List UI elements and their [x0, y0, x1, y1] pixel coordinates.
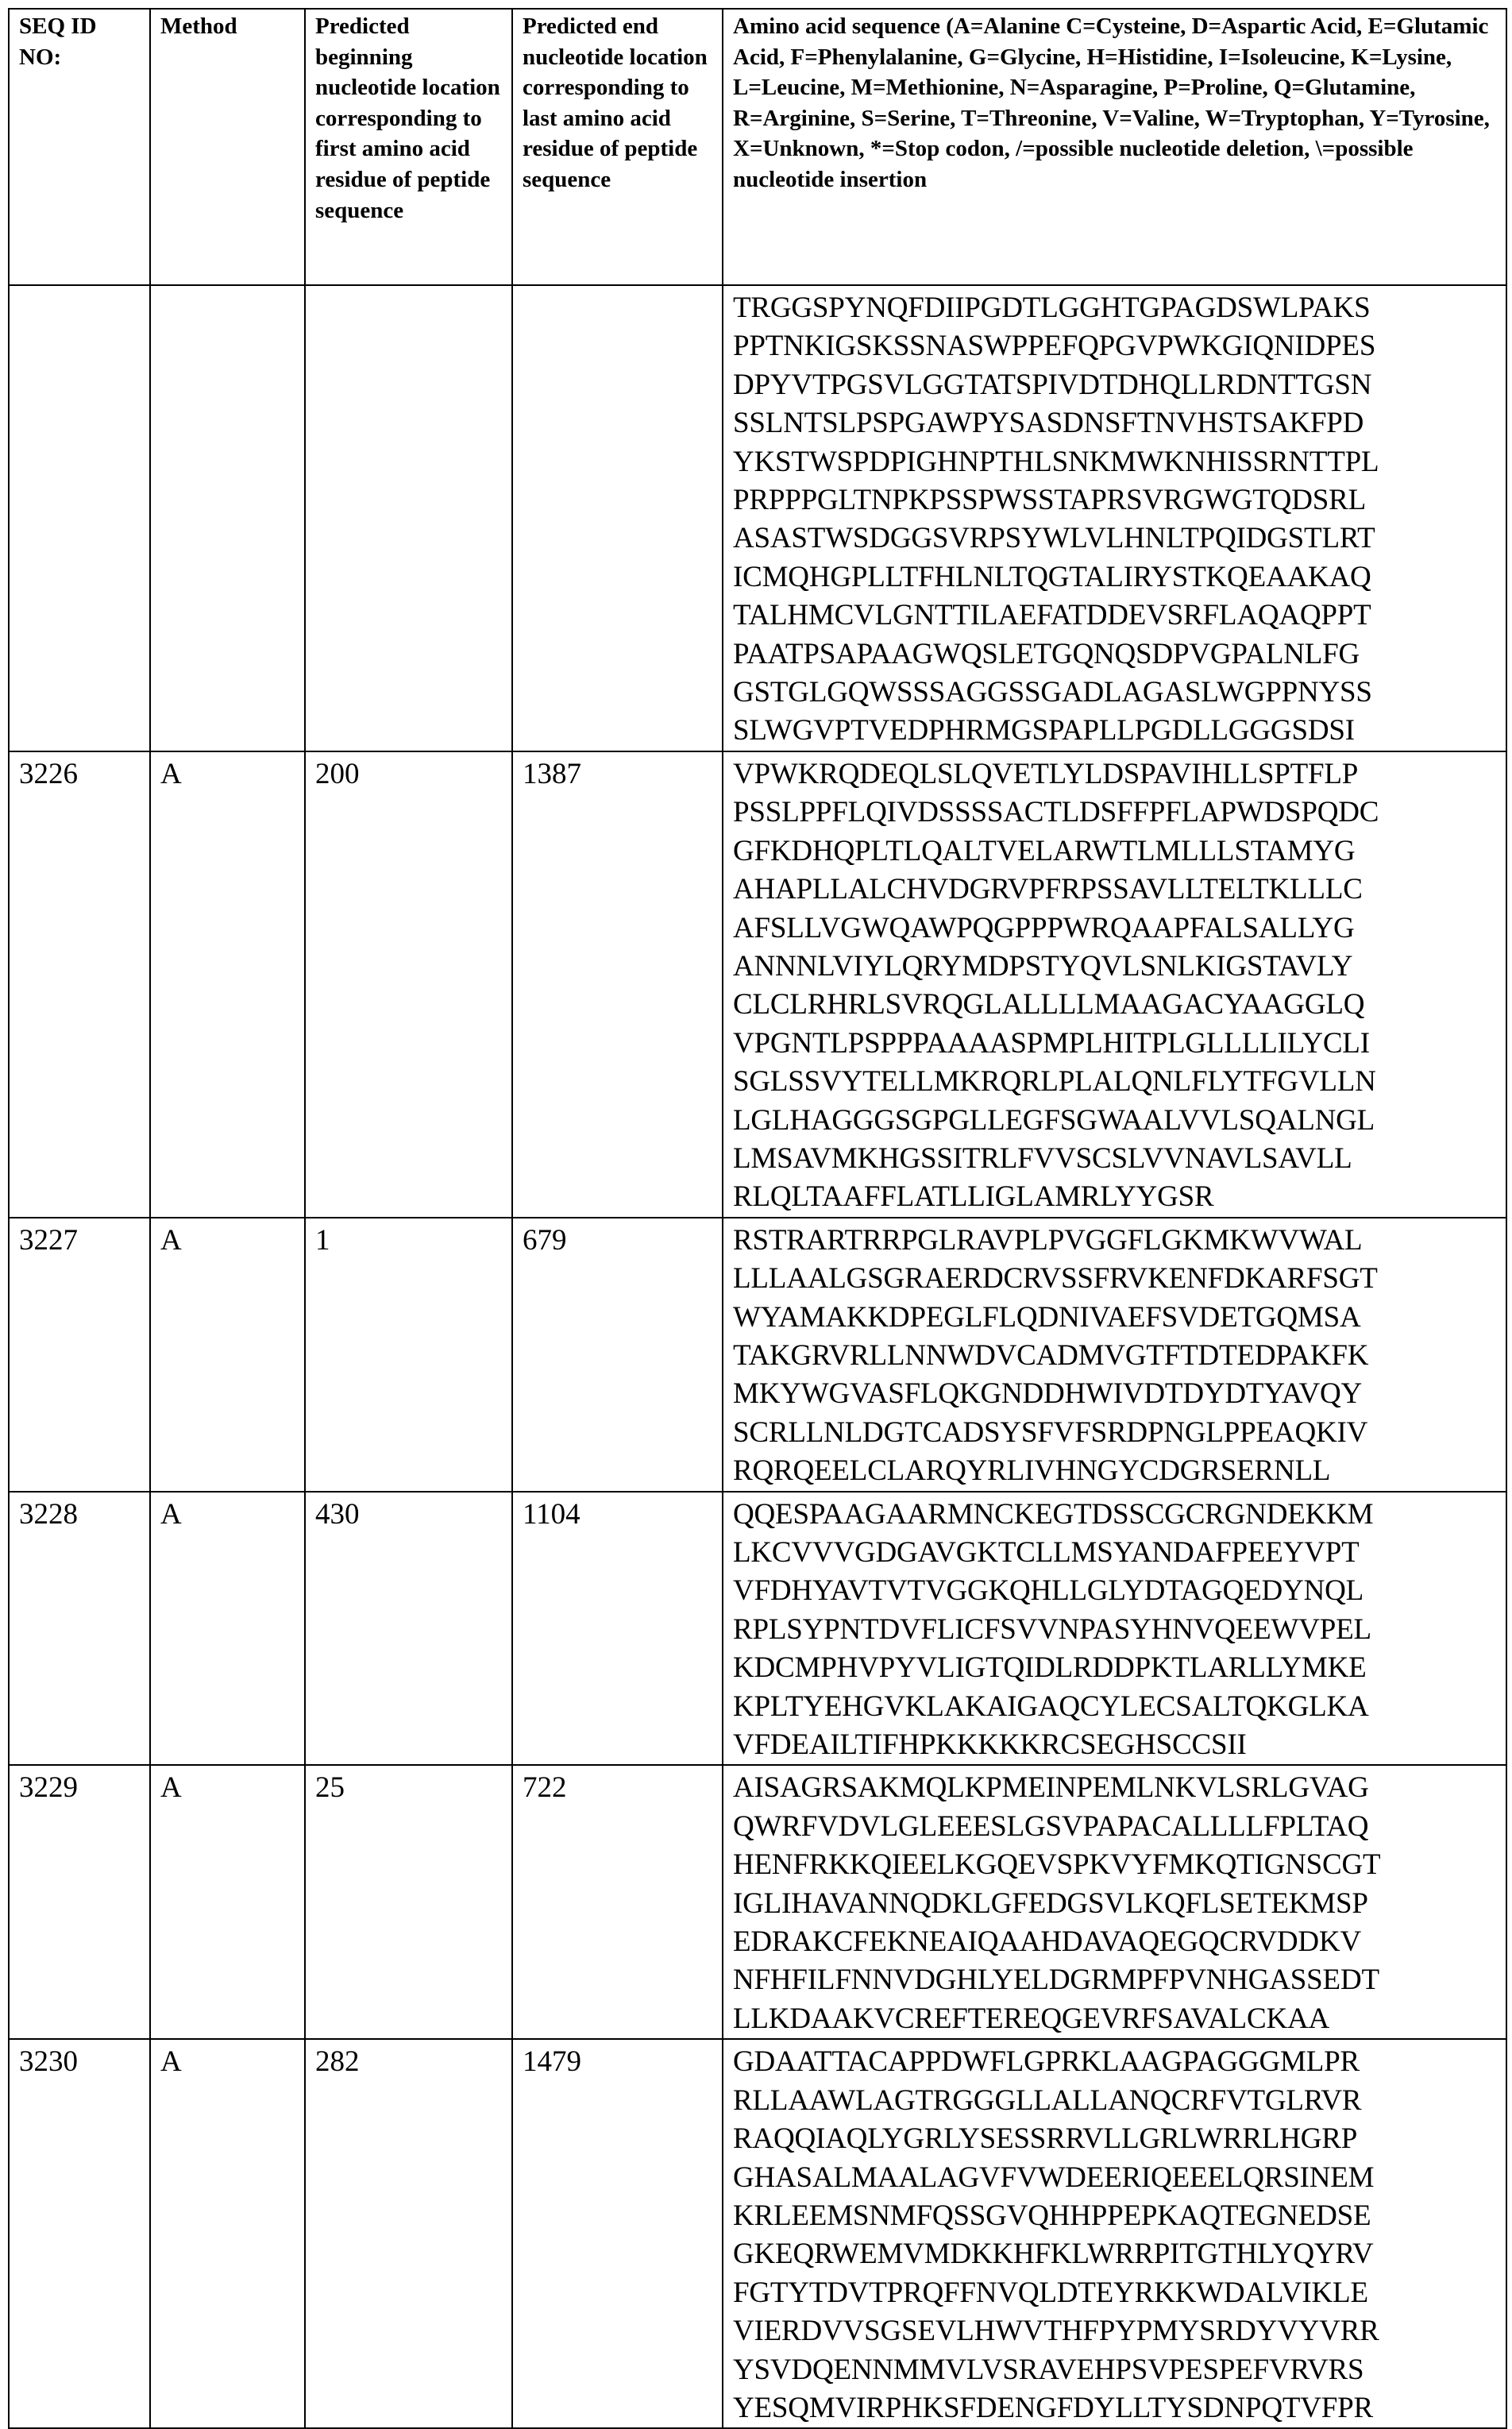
sequence-line: VPWKRQDEQLSLQVETLYLDSPAVIHLLSPTFLP	[733, 755, 1498, 794]
seq-id-cell: 3229	[9, 1765, 150, 2039]
end-location-cell	[512, 285, 723, 751]
sequence-line: KDCMPHVPYVLIGTQIDLRDDPKTLARLLYMKE	[733, 1649, 1498, 1687]
sequence-line: CLCLRHRLSVRQGLALLLLMAAGACYAAGGLQ	[733, 986, 1498, 1024]
sequence-line: PRPPPGLTNPKPSSPWSSTAPRSVRGWGTQDSRL	[733, 481, 1498, 519]
end-location-cell: 1479	[512, 2039, 723, 2428]
sequence-line: VFDEAILTIFHPKKKKKRCSEGHSCCSII	[733, 1726, 1498, 1764]
sequence-line: ICMQHGPLLTFHLNLTQGTALIRYSTKQEAAKAQ	[733, 558, 1498, 597]
sequence-line: EDRAKCFEKNEAIQAAHDAVAQEGQCRVDDKV	[733, 1923, 1498, 1961]
sequence-line: RQRQEELCLARQYRLIVHNGYCDGRSERNLL	[733, 1452, 1498, 1490]
sequence-line: RSTRARTRRPGLRAVPLPVGGFLGKMKWVWAL	[733, 1222, 1498, 1260]
seq-id-cell: 3230	[9, 2039, 150, 2428]
sequence-line: SCRLLNLDGTCADSYSFVFSRDPNGLPPEAQKIV	[733, 1414, 1498, 1452]
sequence-line: DPYVTPGSVLGGTATSPIVDTDHQLLRDNTTGSN	[733, 366, 1498, 404]
table-body	[9, 285, 1506, 2428]
sequence-line: PPTNKIGSKSSNASWPPEFQPGVPWKGIQNIDPES	[733, 327, 1498, 365]
sequence-line: MKYWGVASFLQKGNDDHWIVDTDYDTYAVQY	[733, 1375, 1498, 1413]
sequence-line: VPGNTLPSPPPAAAASPMPLHITPLGLLLLILYCLI	[733, 1025, 1498, 1063]
sequence-cell	[723, 285, 1506, 751]
sequence-line: RPLSYPNTDVFLICFSVVNPASYHNVQEEWVPEL	[733, 1611, 1498, 1649]
header-seq-id: SEQ ID NO:	[9, 9, 150, 285]
sequence-line: SGLSSVYTELLMKRQRLPLALQNLFLYTFGVLLN	[733, 1063, 1498, 1101]
sequence-line: AFSLLVGWQAWPQGPPPWRQAAPFALSALLYG	[733, 909, 1498, 948]
sequence-line: RAQQIAQLYGRLYSESSRRVLLGRLWRRLHGRP	[733, 2120, 1498, 2158]
begin-location-cell: 1	[305, 1218, 512, 1492]
sequence-line: NFHFILFNNVDGHLYELDGRMPFPVNHGASSEDT	[733, 1961, 1498, 1999]
method-cell: A	[150, 751, 305, 1218]
sequence-line: AHAPLLALCHVDGRVPFRPSSAVLLTELTKLLLC	[733, 871, 1498, 909]
sequence-line: GFKDHQPLTLQALTVELARWTLMLLLSTAMYG	[733, 832, 1498, 871]
method-cell: A	[150, 1765, 305, 2039]
table-row	[9, 1492, 1506, 1766]
table-row	[9, 1218, 1506, 1492]
begin-location-cell	[305, 285, 512, 751]
sequence-line: LGLHAGGGSGPGLLEGFSGWAALVVLSQALNGL	[733, 1102, 1498, 1140]
sequence-line: KRLEEMSNMFQSSGVQHHPPEPKAQTEGNEDSE	[733, 2197, 1498, 2235]
sequence-line: GHASALMAALAGVFVWDEERIQEEELQRSINEM	[733, 2159, 1498, 2197]
begin-location-cell: 25	[305, 1765, 512, 2039]
sequence-line: LKCVVVGDGAVGKTCLLMSYANDAFPEEYVPT	[733, 1534, 1498, 1572]
header-method: Method	[150, 9, 305, 285]
sequence-line: LMSAVMKHGSSITRLFVVSCSLVVNAVLSAVLL	[733, 1140, 1498, 1178]
sequence-line: LLLAALGSGRAERDCRVSSFRVKENFDKARFSGT	[733, 1260, 1498, 1298]
header-amino-acid-sequence: Amino acid sequence (A=Alanine C=Cysteine, D=Aspartic Acid, E=Glutamic Acid, F=Phenylalanine, G=Glycine, H=Histidine, I=Isoleucine, K=Lysine, L=Leucine, M=Methionine, N=Asparagine, P=Proline, Q=Glutamine, R=Arginine, S=Serine, T=Threonine, V=Valine, W=Tryptophan, Y=Tyrosine, X=Unknown, *=Stop codon, /=possible nucleotide deletion, \=possible nucleotide insertion	[723, 9, 1506, 285]
sequence-cell	[723, 1492, 1506, 1766]
table-row	[9, 751, 1506, 1218]
sequence-line: TALHMCVLGNTTILAEFATDDEVSRFLAQAQPPT	[733, 597, 1498, 635]
table-row	[9, 285, 1506, 751]
sequence-line: RLLAAWLAGTRGGGLLALLANQCRFVTGLRVR	[733, 2082, 1498, 2120]
header-row	[9, 9, 1506, 285]
sequence-line: YESQMVIRPHKSFDENGFDYLLTYSDNPQTVFPR	[733, 2389, 1498, 2427]
begin-location-cell: 430	[305, 1492, 512, 1766]
sequence-line: RLQLTAAFFLATLLIGLAMRLYYGSR	[733, 1178, 1498, 1216]
sequence-line: YKSTWSPDPIGHNPTHLSNKMWKNHISSRNTTPL	[733, 443, 1498, 481]
sequence-line: SLWGVPTVEDPHRMGSPAPLLPGDLLGGGSDSI	[733, 712, 1498, 750]
sequence-line: FGTYTDVTPRQFFNVQLDTEYRKKWDALVIKLE	[733, 2274, 1498, 2312]
method-cell: A	[150, 1218, 305, 1492]
sequence-line: WYAMAKKDPEGLFLQDNIVAEFSVDETGQMSA	[733, 1299, 1498, 1337]
table-row	[9, 2039, 1506, 2428]
sequence-line: GDAATTACAPPDWFLGPRKLAAGPAGGGMLPR	[733, 2043, 1498, 2081]
sequence-line: TRGGSPYNQFDIIPGDTLGGHTGPAGDSWLPAKS	[733, 289, 1498, 327]
begin-location-cell: 282	[305, 2039, 512, 2428]
method-cell	[150, 285, 305, 751]
sequence-line: TAKGRVRLLNNWDVCADMVGTFTDTEDPAKFK	[733, 1337, 1498, 1375]
sequence-cell	[723, 751, 1506, 1218]
sequence-line: VFDHYAVTVTVGGKQHLLGLYDTAGQEDYNQL	[733, 1572, 1498, 1610]
table-row	[9, 1765, 1506, 2039]
end-location-cell: 679	[512, 1218, 723, 1492]
sequence-line: PSSLPPFLQIVDSSSSACTLDSFFPFLAPWDSPQDC	[733, 794, 1498, 832]
header-end-location: Predicted end nucleotide location corresponding to last amino acid residue of peptide sequence	[512, 9, 723, 285]
sequence-line: QQESPAAGAARMNCKEGTDSSCGCRGNDEKKM	[733, 1496, 1498, 1534]
end-location-cell: 1104	[512, 1492, 723, 1766]
sequence-line: LLKDAAKVCREFTEREQGEVRFSAVALCKAA	[733, 2000, 1498, 2038]
method-cell: A	[150, 1492, 305, 1766]
header-begin-location: Predicted beginning nucleotide location corresponding to first amino acid residue of peptide sequence	[305, 9, 512, 285]
sequence-line: SSLNTSLPSPGAWPYSASDNSFTNVHSTSAKFPD	[733, 404, 1498, 442]
sequence-line: IGLIHAVANNQDKLGFEDGSVLKQFLSETEKMSP	[733, 1885, 1498, 1923]
sequence-line: PAATPSAPAAGWQSLETGQNQSDPVGPALNLFG	[733, 635, 1498, 674]
sequence-line: ASASTWSDGGSVRPSYWLVLHNLTPQIDGSTLRT	[733, 519, 1498, 558]
end-location-cell: 1387	[512, 751, 723, 1218]
seq-id-cell: 3228	[9, 1492, 150, 1766]
sequence-line: ANNNLVIYLQRYMDPSTYQVLSNLKIGSTAVLY	[733, 948, 1498, 986]
sequence-line: HENFRKKQIEELKGQEVSPKVYFMKQTIGNSCGT	[733, 1846, 1498, 1884]
end-location-cell: 722	[512, 1765, 723, 2039]
sequence-table	[8, 8, 1507, 2429]
seq-id-cell	[9, 285, 150, 751]
sequence-cell	[723, 1765, 1506, 2039]
begin-location-cell: 200	[305, 751, 512, 1218]
sequence-line: AISAGRSAKMQLKPMEINPEMLNKVLSRLGVAG	[733, 1769, 1498, 1807]
method-cell: A	[150, 2039, 305, 2428]
sequence-cell	[723, 1218, 1506, 1492]
sequence-line: YSVDQENNMMVLVSRAVEHPSVPESPEFVRVRS	[733, 2351, 1498, 2389]
sequence-line: VIERDVVSGSEVLHWVTHFPYPMYSRDYVYVRR	[733, 2312, 1498, 2350]
sequence-line: QWRFVDVLGLEEESLGSVPAPACALLLLFPLTAQ	[733, 1808, 1498, 1846]
sequence-line: GSTGLGQWSSSAGGSSGADLAGASLWGPPNYSS	[733, 674, 1498, 712]
seq-id-cell: 3226	[9, 751, 150, 1218]
sequence-line: KPLTYEHGVKLAKAIGAQCYLECSALTQKGLKA	[733, 1688, 1498, 1726]
sequence-line: GKEQRWEMVMDKKHFKLWRRPITGTHLYQYRV	[733, 2235, 1498, 2273]
seq-id-cell: 3227	[9, 1218, 150, 1492]
sequence-cell	[723, 2039, 1506, 2428]
